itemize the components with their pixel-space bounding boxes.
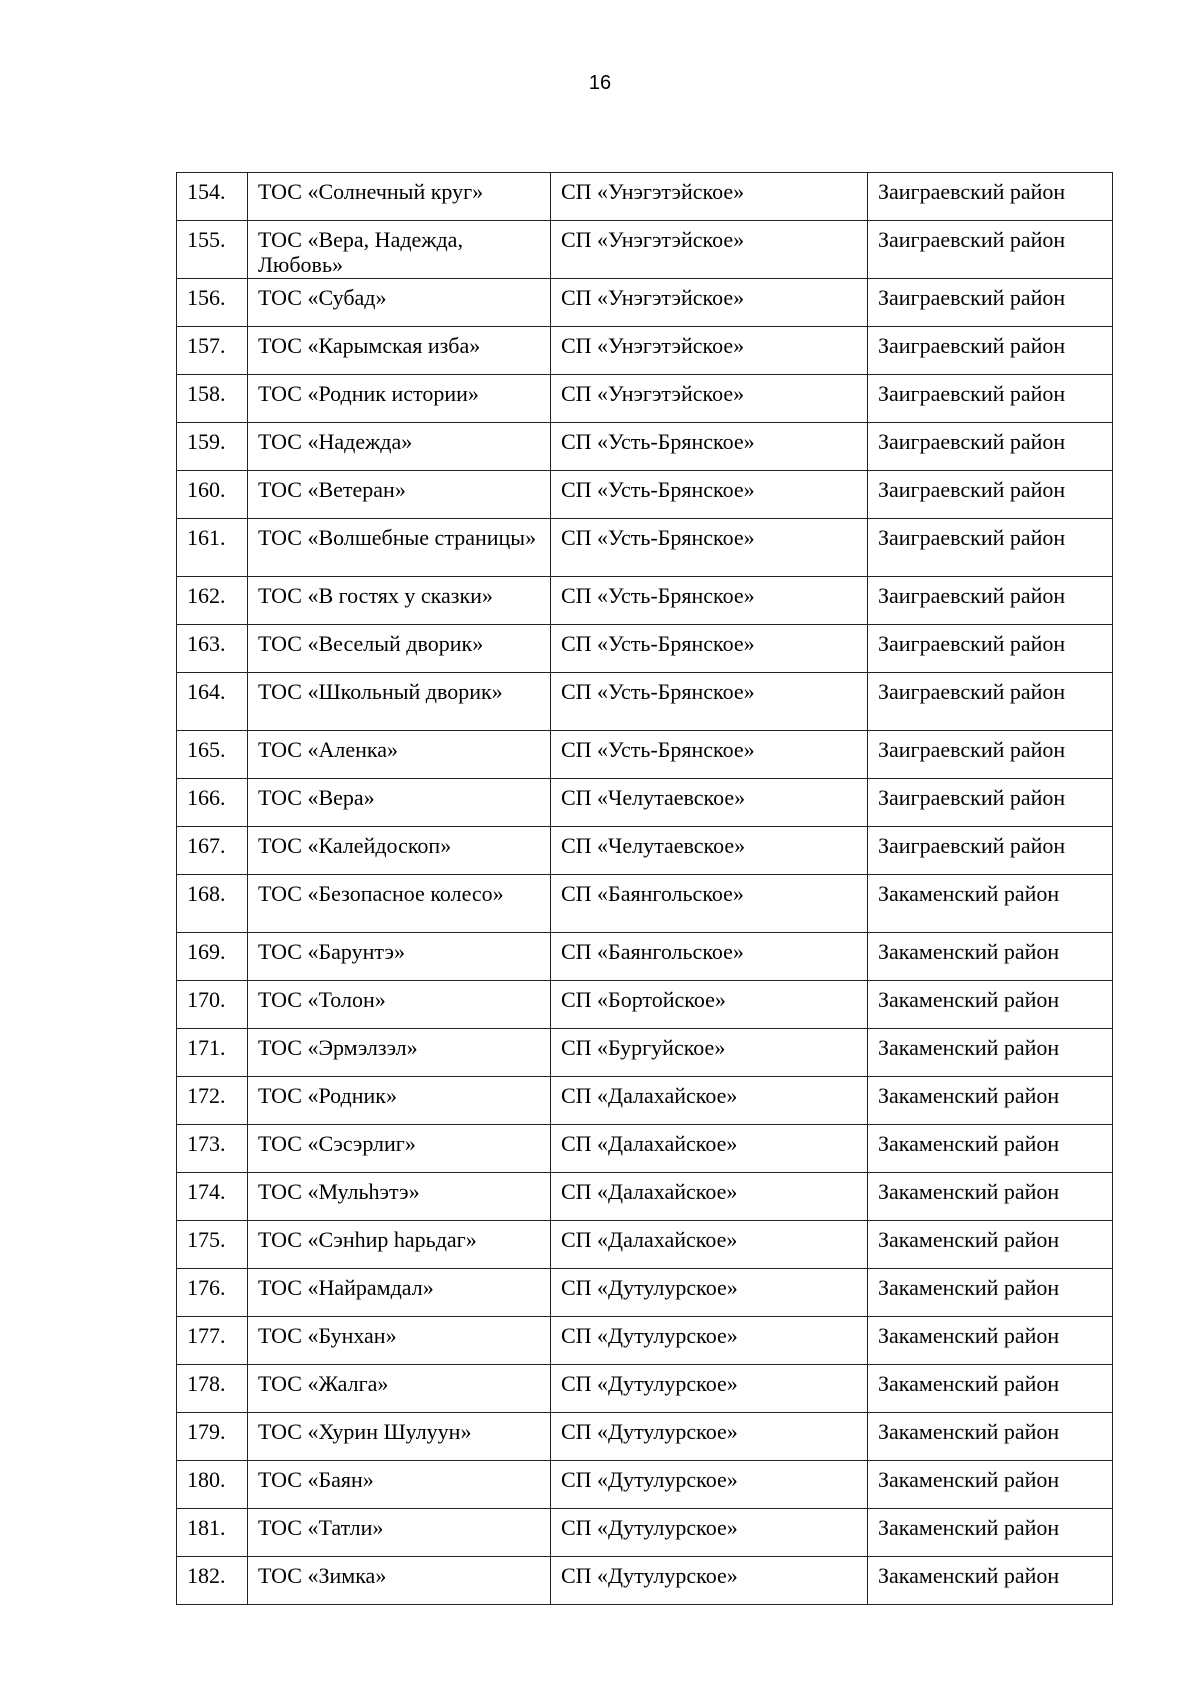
row-number: 173. xyxy=(177,1125,248,1173)
tos-name: ТОС «Бунхан» xyxy=(248,1317,551,1365)
tos-name: ТОС «Сэнhир hарьдаг» xyxy=(248,1221,551,1269)
district-name: Закаменский район xyxy=(868,875,1113,933)
tos-name: ТОС «Карымская изба» xyxy=(248,327,551,375)
district-name: Закаменский район xyxy=(868,1221,1113,1269)
row-number: 155. xyxy=(177,221,248,279)
settlement-name: СП «Унэгэтэйское» xyxy=(551,375,868,423)
table-row xyxy=(177,1461,1113,1509)
tos-name: ТОС «Барунтэ» xyxy=(248,933,551,981)
tos-name: ТОС «Аленка» xyxy=(248,731,551,779)
tos-name: ТОС «Жалга» xyxy=(248,1365,551,1413)
settlement-name: СП «Дутулурское» xyxy=(551,1317,868,1365)
district-name: Закаменский район xyxy=(868,1317,1113,1365)
district-name: Заиграевский район xyxy=(868,327,1113,375)
row-number: 159. xyxy=(177,423,248,471)
settlement-name: СП «Усть-Брянское» xyxy=(551,519,868,577)
settlement-name: СП «Унэгэтэйское» xyxy=(551,221,868,279)
table-row xyxy=(177,1173,1113,1221)
tos-name: ТОС «Родник истории» xyxy=(248,375,551,423)
district-name: Заиграевский район xyxy=(868,577,1113,625)
district-name: Заиграевский район xyxy=(868,673,1113,731)
row-number: 176. xyxy=(177,1269,248,1317)
district-name: Закаменский район xyxy=(868,1509,1113,1557)
row-number: 160. xyxy=(177,471,248,519)
district-name: Заиграевский район xyxy=(868,279,1113,327)
district-name: Закаменский район xyxy=(868,1077,1113,1125)
tos-name: ТОС «Сэсэрлиг» xyxy=(248,1125,551,1173)
settlement-name: СП «Дутулурское» xyxy=(551,1557,868,1605)
district-name: Закаменский район xyxy=(868,1557,1113,1605)
tos-name: ТОС «Субад» xyxy=(248,279,551,327)
table-row xyxy=(177,423,1113,471)
table-row xyxy=(177,1509,1113,1557)
table-row xyxy=(177,375,1113,423)
settlement-name: СП «Усть-Брянское» xyxy=(551,577,868,625)
tos-name: ТОС «Надежда» xyxy=(248,423,551,471)
row-number: 179. xyxy=(177,1413,248,1461)
table-row xyxy=(177,1029,1113,1077)
tos-name: ТОС «Калейдоскоп» xyxy=(248,827,551,875)
district-name: Заиграевский район xyxy=(868,827,1113,875)
table-row xyxy=(177,221,1113,279)
settlement-name: СП «Усть-Брянское» xyxy=(551,471,868,519)
settlement-name: СП «Челутаевское» xyxy=(551,779,868,827)
row-number: 180. xyxy=(177,1461,248,1509)
table-row xyxy=(177,981,1113,1029)
tos-name: ТОС «Зимка» xyxy=(248,1557,551,1605)
settlement-name: СП «Далахайское» xyxy=(551,1077,868,1125)
settlement-name: СП «Челутаевское» xyxy=(551,827,868,875)
tos-name: ТОС «Хурин Шулуун» xyxy=(248,1413,551,1461)
table-row xyxy=(177,933,1113,981)
row-number: 158. xyxy=(177,375,248,423)
table-row xyxy=(177,327,1113,375)
table-row xyxy=(177,471,1113,519)
row-number: 174. xyxy=(177,1173,248,1221)
settlement-name: СП «Унэгэтэйское» xyxy=(551,279,868,327)
district-name: Заиграевский район xyxy=(868,221,1113,279)
table-row xyxy=(177,1125,1113,1173)
table-row xyxy=(177,673,1113,731)
district-name: Закаменский район xyxy=(868,1365,1113,1413)
table-row xyxy=(177,1077,1113,1125)
district-name: Заиграевский район xyxy=(868,731,1113,779)
row-number: 157. xyxy=(177,327,248,375)
settlement-name: СП «Усть-Брянское» xyxy=(551,673,868,731)
table-row xyxy=(177,279,1113,327)
tos-name: ТОС «Вера» xyxy=(248,779,551,827)
tos-name: ТОС «Толон» xyxy=(248,981,551,1029)
district-name: Закаменский район xyxy=(868,1173,1113,1221)
row-number: 156. xyxy=(177,279,248,327)
settlement-name: СП «Дутулурское» xyxy=(551,1509,868,1557)
row-number: 172. xyxy=(177,1077,248,1125)
row-number: 171. xyxy=(177,1029,248,1077)
tos-name: ТОС «В гостях у сказки» xyxy=(248,577,551,625)
row-number: 181. xyxy=(177,1509,248,1557)
row-number: 163. xyxy=(177,625,248,673)
district-name: Закаменский район xyxy=(868,933,1113,981)
row-number: 166. xyxy=(177,779,248,827)
settlement-name: СП «Усть-Брянское» xyxy=(551,731,868,779)
tos-name: ТОС «Волшебные страницы» xyxy=(248,519,551,577)
tos-name: ТОС «Родник» xyxy=(248,1077,551,1125)
table-row xyxy=(177,1317,1113,1365)
tos-name: ТОС «Найрамдал» xyxy=(248,1269,551,1317)
table-row xyxy=(177,779,1113,827)
settlement-name: СП «Далахайское» xyxy=(551,1125,868,1173)
tos-name: ТОС «Ветеран» xyxy=(248,471,551,519)
settlement-name: СП «Дутулурское» xyxy=(551,1269,868,1317)
row-number: 162. xyxy=(177,577,248,625)
table-row xyxy=(177,875,1113,933)
district-name: Заиграевский район xyxy=(868,519,1113,577)
tos-name: ТОС «Баян» xyxy=(248,1461,551,1509)
table-row xyxy=(177,173,1113,221)
tos-name: ТОС «Солнечный круг» xyxy=(248,173,551,221)
row-number: 168. xyxy=(177,875,248,933)
settlement-name: СП «Дутулурское» xyxy=(551,1365,868,1413)
settlement-name: СП «Дутулурское» xyxy=(551,1413,868,1461)
tos-name: ТОС «Мульhэтэ» xyxy=(248,1173,551,1221)
settlement-name: СП «Усть-Брянское» xyxy=(551,423,868,471)
page-number: 16 xyxy=(588,72,612,94)
district-name: Закаменский район xyxy=(868,1269,1113,1317)
district-name: Заиграевский район xyxy=(868,173,1113,221)
table-row xyxy=(177,1557,1113,1605)
settlement-name: СП «Усть-Брянское» xyxy=(551,625,868,673)
settlement-name: СП «Далахайское» xyxy=(551,1221,868,1269)
tos-registry-table xyxy=(176,172,1113,1605)
tos-name: ТОС «Безопасное колесо» xyxy=(248,875,551,933)
row-number: 170. xyxy=(177,981,248,1029)
table-row xyxy=(177,519,1113,577)
tos-name: ТОС «Веселый дворик» xyxy=(248,625,551,673)
district-name: Закаменский район xyxy=(868,1125,1113,1173)
district-name: Заиграевский район xyxy=(868,471,1113,519)
settlement-name: СП «Бортойское» xyxy=(551,981,868,1029)
row-number: 161. xyxy=(177,519,248,577)
row-number: 169. xyxy=(177,933,248,981)
table-row xyxy=(177,1269,1113,1317)
district-name: Закаменский район xyxy=(868,1413,1113,1461)
row-number: 165. xyxy=(177,731,248,779)
tos-name: ТОС «Эрмэлзэл» xyxy=(248,1029,551,1077)
district-name: Заиграевский район xyxy=(868,625,1113,673)
district-name: Заиграевский район xyxy=(868,779,1113,827)
settlement-name: СП «Бургуйское» xyxy=(551,1029,868,1077)
table-row xyxy=(177,1365,1113,1413)
tos-name: ТОС «Школьный дворик» xyxy=(248,673,551,731)
district-name: Закаменский район xyxy=(868,1461,1113,1509)
settlement-name: СП «Далахайское» xyxy=(551,1173,868,1221)
district-name: Закаменский район xyxy=(868,981,1113,1029)
row-number: 182. xyxy=(177,1557,248,1605)
table-row xyxy=(177,827,1113,875)
district-name: Заиграевский район xyxy=(868,375,1113,423)
row-number: 164. xyxy=(177,673,248,731)
settlement-name: СП «Баянгольское» xyxy=(551,933,868,981)
row-number: 167. xyxy=(177,827,248,875)
settlement-name: СП «Унэгэтэйское» xyxy=(551,327,868,375)
table-row xyxy=(177,1413,1113,1461)
table-row xyxy=(177,731,1113,779)
settlement-name: СП «Дутулурское» xyxy=(551,1461,868,1509)
tos-name: ТОС «Татли» xyxy=(248,1509,551,1557)
table-row xyxy=(177,1221,1113,1269)
row-number: 154. xyxy=(177,173,248,221)
settlement-name: СП «Унэгэтэйское» xyxy=(551,173,868,221)
district-name: Закаменский район xyxy=(868,1029,1113,1077)
district-name: Заиграевский район xyxy=(868,423,1113,471)
row-number: 178. xyxy=(177,1365,248,1413)
row-number: 175. xyxy=(177,1221,248,1269)
row-number: 177. xyxy=(177,1317,248,1365)
tos-name: ТОС «Вера, Надежда, Любовь» xyxy=(248,221,551,279)
table-row xyxy=(177,577,1113,625)
settlement-name: СП «Баянгольское» xyxy=(551,875,868,933)
table-row xyxy=(177,625,1113,673)
